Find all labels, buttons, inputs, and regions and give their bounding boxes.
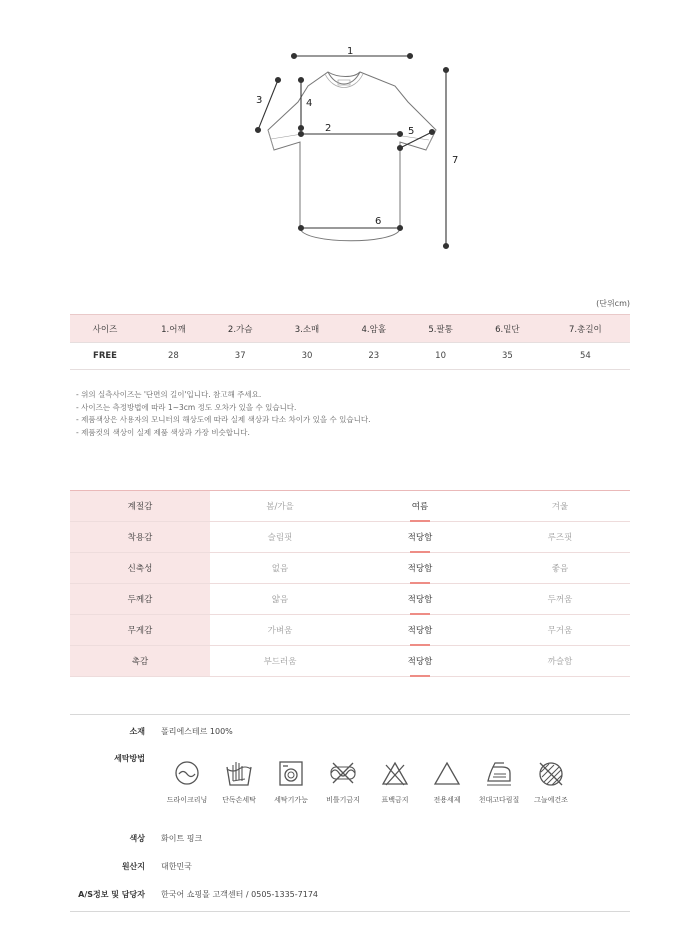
shade-dry-icon [536,759,566,789]
fit-option-label: 겨울 [551,502,569,512]
fit-row [70,584,630,615]
wash-item [417,759,477,805]
wash-label: 세탁방법 [114,754,145,763]
size-table [70,314,630,370]
no-bleach-icon [380,759,410,789]
fit-option [210,491,350,522]
as-value: 한국어 쇼핑몰 고객센터 / 0505-1335-7174 [161,890,318,899]
material-value: 폴리에스테르 100% [161,727,233,736]
wash-item [469,759,529,805]
fit-option-label: 무거움 [547,626,573,636]
shoulder-col-header: 1.어깨 [140,315,207,343]
wash-item-label: 전용세제 [433,796,461,804]
fit-option-selected [350,491,490,522]
fit-row [70,615,630,646]
hem-col-header: 6.밑단 [474,315,541,343]
fit-option [210,584,350,615]
wash-item [365,759,425,805]
size-cell: FREE [70,343,140,370]
origin-label: 원산지 [121,862,145,871]
fit-option-label: 좋음 [551,564,569,574]
dry-clean-icon [172,759,202,789]
table-cell: 30 [274,343,341,370]
fit-option-label: 적당함 [407,626,433,636]
fit-option-label: 적당함 [407,595,433,605]
origin-value: 대한민국 [161,862,192,871]
table-cell: 28 [140,343,207,370]
total-length-col-header: 7.총길이 [541,315,630,343]
note-line: - 사이즈는 측정방법에 따라 1~3cm 정도 오차가 있을 수 있습니다. [76,402,297,412]
fit-option-label: 없음 [271,564,289,574]
fit-option [490,491,630,522]
fit-option [490,646,630,677]
table-cell: 35 [474,343,541,370]
wash-item-label: 비틀기금지 [326,796,360,804]
fit-option-selected [350,553,490,584]
product-info [70,714,630,912]
color-value: 화이트 핑크 [161,834,203,843]
fit-option-label: 가벼움 [267,626,293,636]
fit-option-label: 봄/가을 [266,502,294,512]
fit-row [70,491,630,522]
wash-item [521,759,581,805]
wash-item-label: 드라이크리닝 [166,796,208,804]
neutral-detergent-icon [432,759,462,789]
fit-row [70,522,630,553]
fit-option [490,553,630,584]
wash-item-label: 그늘에건조 [534,796,568,804]
fit-row [70,553,630,584]
fit-option-label: 적당함 [407,533,433,543]
fit-option-label: 적당함 [407,657,433,667]
size-notes [76,389,371,439]
size-table-header [70,315,630,343]
wash-item-label: 단독손세탁 [222,796,256,804]
measure-label-3: 3 [256,95,263,106]
table-cell: 37 [207,343,274,370]
size-col-header: 사이즈 [70,315,140,343]
low-iron-icon [484,759,514,789]
table-cell: 23 [340,343,407,370]
fit-option-label: 까슬함 [547,657,573,667]
measure-label-7: 7 [452,155,459,166]
note-line: - 제품컷의 색상이 실제 제품 색상과 가장 비슷합니다. [76,427,250,437]
fit-option-label: 부드러움 [263,657,297,667]
table-cell: 54 [541,343,630,370]
fit-option-selected [350,584,490,615]
chest-col-header: 2.가슴 [207,315,274,343]
measure-label-5: 5 [408,126,415,137]
fit-row-label: 착용감 [70,522,210,553]
fit-row-label: 촉감 [70,646,210,677]
fit-row-label: 신축성 [70,553,210,584]
wash-item [209,759,269,805]
tshirt-outline [268,72,436,241]
fit-table [70,490,630,677]
fit-option-selected [350,522,490,553]
wash-item-label: 표백금지 [381,796,409,804]
fit-row-label: 두께감 [70,584,210,615]
fit-option [210,615,350,646]
wash-item [261,759,321,805]
fit-option-label: 얇음 [271,595,289,605]
measure-label-6: 6 [375,216,382,227]
fit-option [490,584,630,615]
fit-option [490,615,630,646]
material-label: 소재 [129,727,145,736]
size-measurement-diagram [230,30,490,260]
note-line: - 제품색상은 사용자의 모니터의 해상도에 따라 실제 색상과 다소 차이가 있을 수 있습니다. [76,415,371,425]
fit-option [490,522,630,553]
fit-option [210,553,350,584]
note-line: - 위의 실측사이즈는 '단면의 길이'입니다. 참고해 주세요. [76,390,262,399]
table-cell: 10 [407,343,474,370]
table-row [70,343,630,370]
wash-item [313,759,373,805]
measure-label-1: 1 [347,46,354,57]
color-label: 색상 [129,834,145,843]
fit-option [210,646,350,677]
as-label: A/S정보 및 담당자 [78,890,145,899]
fit-option-label: 두꺼움 [547,595,573,605]
selected-indicator [410,675,430,677]
sleeve-width-col-header: 5.팔통 [407,315,474,343]
wash-item-label: 천대고다림질 [478,796,520,804]
wash-item-label: 세탁기가능 [274,796,308,804]
armhole-col-header: 4.암홀 [340,315,407,343]
unit-label: (단위cm) [596,299,630,308]
measure-label-2: 2 [325,123,332,134]
fit-row-label: 계절감 [70,491,210,522]
fit-option-label: 슬림핏 [267,533,293,543]
fit-option-label: 여름 [411,502,429,512]
hand-wash-icon [224,759,254,789]
fit-row-label: 무게감 [70,615,210,646]
washing-machine-icon [276,759,306,789]
no-wring-icon [328,759,358,789]
fit-option-label: 루즈핏 [547,533,573,543]
measure-label-4: 4 [306,98,313,109]
fit-option [210,522,350,553]
fit-option-selected [350,615,490,646]
fit-option-label: 적당함 [407,564,433,574]
sleeve-col-header: 3.소매 [274,315,341,343]
fit-row [70,646,630,677]
wash-item [157,759,217,805]
fit-option-selected [350,646,490,677]
